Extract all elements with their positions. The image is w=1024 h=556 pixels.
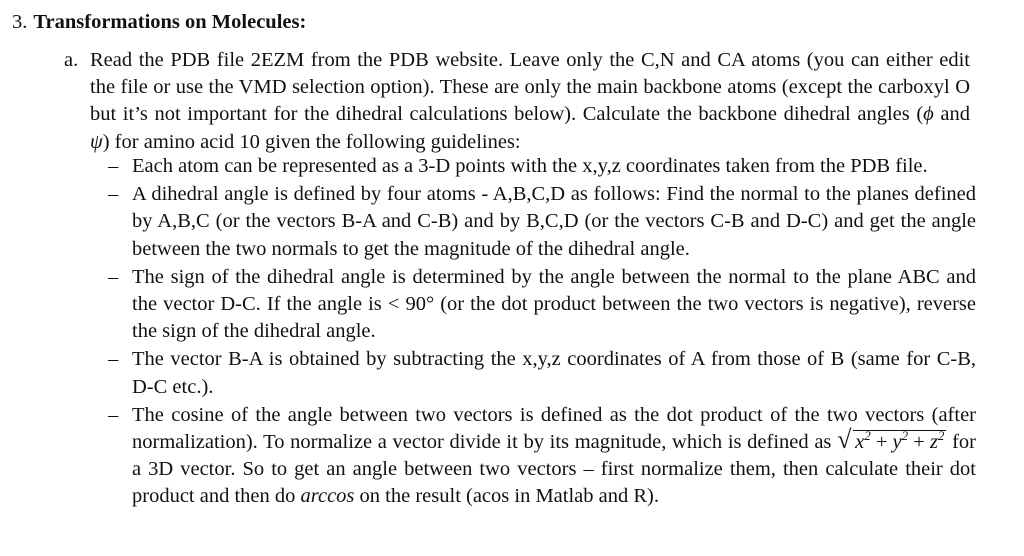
guideline-text-5c: on the result (acos in Matlab and R). [354,485,659,508]
guidelines-list [100,153,976,512]
bullet-dash: – [108,403,119,426]
guideline-item [100,346,976,400]
phi-symbol: ϕ [923,103,934,126]
guideline-text-4: The vector B-A is obtained by subtracting the x,y,z coordinates of A from those of B (same for C-B, D-C etc.). [132,348,976,398]
intro-text-1: Read the PDB file 2EZM from the PDB website. Leave only the C,N and CA atoms (you can either edit the file or use the VMD selection option). These are only the main backbone atoms (except the carboxyl O but it’s not important for the dihedral calculations below). Calculate the backbone dihedral angles ( [90,49,970,126]
ninety-degrees: 90° [399,293,435,316]
section-title: Transformations on Molecules: [33,11,307,33]
guideline-item [100,181,976,263]
bullet-dash: – [108,348,119,371]
guideline-item [100,264,976,346]
radical-sign: √ [837,425,852,455]
less-than-symbol: < [387,293,400,316]
intro-and: and [933,103,970,126]
item-a-label: a. [64,49,79,71]
guideline-text-1: Each atom can be represented as a 3-D points with the x,y,z coordinates taken from the PDB file. [132,155,928,177]
section-number: 3. [12,11,28,33]
bullet-dash: – [108,155,119,177]
guideline-item [100,153,976,180]
bullet-dash: – [108,265,119,288]
bullet-dash: – [108,183,119,206]
guideline-text-3a: The sign of the dihedral angle is determined by the angle between the normal to the plane ABC and the vector D-C. If the angle is [132,265,976,316]
guideline-item [100,402,976,511]
sqrt-expression [837,425,946,456]
arccos-term: arccos [300,485,355,508]
guideline-text-5b: for a 3D vector. So to get an angle between two vectors – first normalize them, then calculate their dot product and then do [132,431,977,508]
item-a-paragraph [90,47,970,156]
intro-text-2: ) for amino acid 10 given the following guidelines: [102,130,521,153]
guideline-text-2: A dihedral angle is defined by four atoms - A,B,C,D as follows: Find the normal to the planes defined by A,B,C (or the vectors B-A and C-B) and by B,C,D (or the vectors C-B and D-C) and get the angle between the two normals to get the magnitude of the dihedral angle. [132,183,976,260]
guideline-text-3b: (or the dot product between the two vectors is negative), reverse the sign of the dihedral angle. [132,293,976,343]
section-heading [12,8,306,36]
radicand: $x^2 + y^2 + z^2$ [855,428,945,454]
psi-symbol: ψ [90,130,103,153]
guideline-text-5a: The cosine of the angle between two vectors is defined as the dot product of the two vectors (after normalization). To normalize a vector divide it by its magnitude, which is defined as [132,403,976,454]
